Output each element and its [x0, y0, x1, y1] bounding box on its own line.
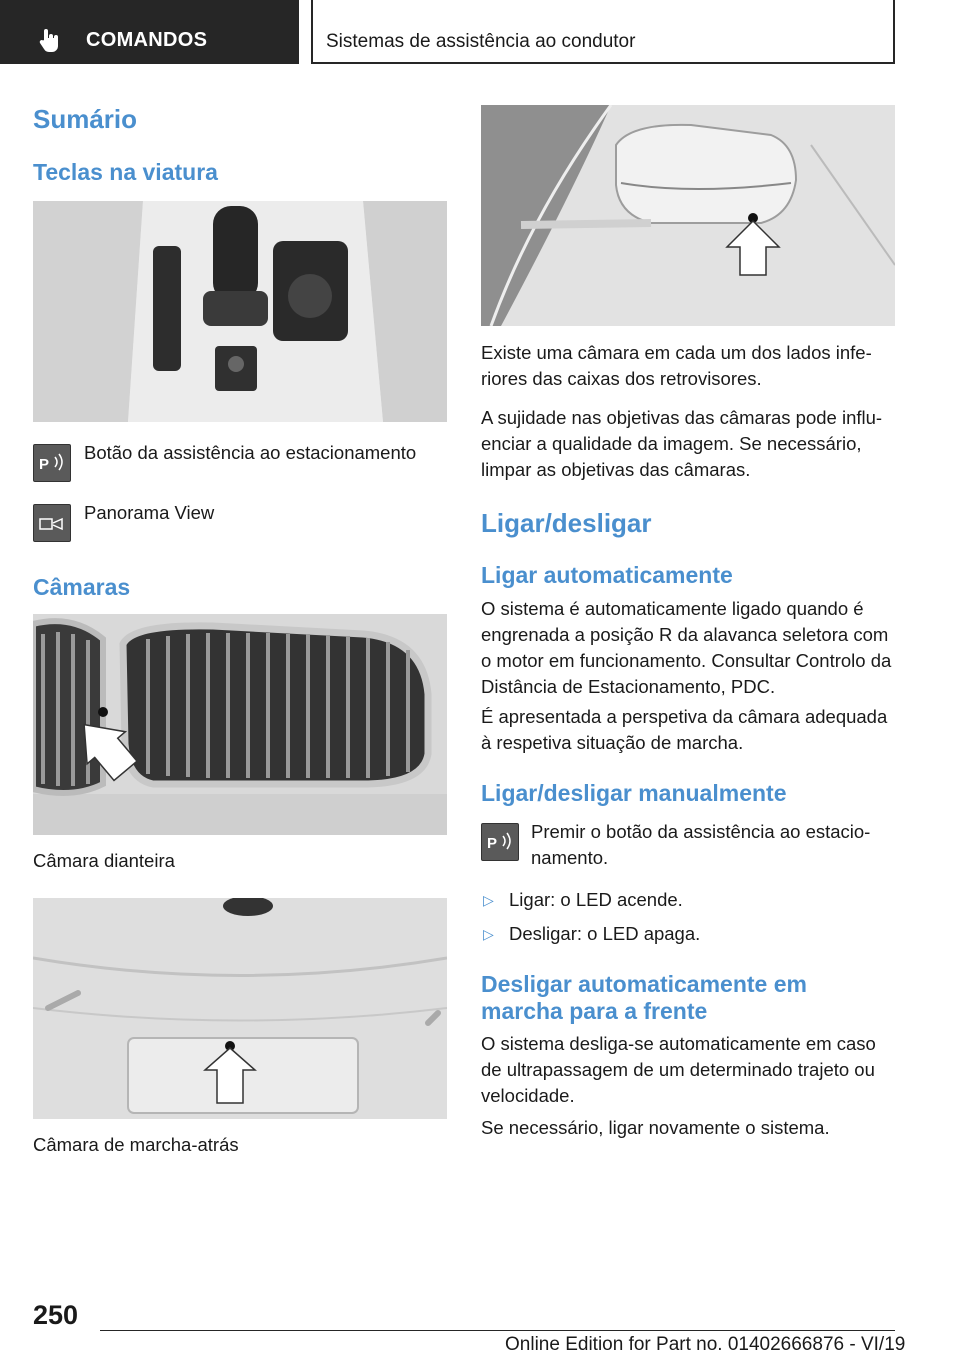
caption-rear-camera: Câmara de marcha-atrás — [33, 1134, 239, 1155]
bullet-triangle-icon: ▷ — [483, 926, 494, 942]
panorama-view-icon — [33, 504, 71, 542]
subheading-cameras: Câmaras — [33, 574, 131, 600]
subheading-auto-on: Ligar automaticamente — [481, 562, 733, 588]
para-perspective: É apresentada a perspetiva da câmara adequada à respetiva situação de marcha. — [481, 706, 888, 753]
park-assist-button-icon — [481, 823, 519, 861]
para-auto-on: O sistema é automaticamente ligado quando é engrenada a posição R da alavanca seletora com o motor em funcionamento. Consultar Controlo da Distância de Estacionamento, PDC. — [481, 598, 892, 697]
park-assist-icon — [33, 444, 71, 482]
subheading-manual: Ligar/desligar manualmente — [481, 780, 787, 806]
para-camera-location: Existe uma câmara em cada um dos lados infe-riores das caixas dos retrovisores. — [481, 342, 872, 389]
bullet-on: Ligar: o LED acende. — [509, 889, 683, 910]
para-dirty-lens: A sujidade nas objetivas das câmaras pode influ-enciar a qualidade da imagem. Se necessário, limpar as objetivas das câmaras. — [481, 407, 883, 480]
section-title: Sistemas de assistência ao condutor — [326, 31, 636, 52]
front-camera-photo — [33, 614, 447, 835]
heading-on-off: Ligar/desligar — [481, 508, 652, 538]
caption-front-camera: Câmara dianteira — [33, 850, 175, 871]
subheading-auto-off: Desligar automaticamente em marcha para a frente — [481, 971, 807, 1024]
bullet-off: Desligar: o LED apaga. — [509, 923, 701, 944]
footer-divider — [100, 1330, 895, 1331]
center-console-photo — [33, 201, 447, 422]
hand-pointer-icon — [36, 26, 64, 54]
icon2-label: Panorama View — [84, 502, 215, 523]
svg-text:P: P — [487, 835, 498, 852]
page-number: 250 — [33, 1300, 79, 1330]
chapter-title: COMANDOS — [86, 29, 208, 51]
footer-edition: Online Edition for Part no. 01402666876 - VI/19 — [505, 1334, 906, 1355]
para-auto-off: O sistema desliga-se automaticamente em caso de ultrapassagem de um determinado trajeto ou velocidade. — [481, 1033, 876, 1106]
manual-instruction: Premir o botão da assistência ao estacio-namento. — [531, 821, 871, 868]
subheading-keys: Teclas na viatura — [33, 159, 218, 185]
icon1-label: Botão da assistência ao estacionamento — [84, 442, 417, 463]
rear-camera-photo — [33, 898, 447, 1119]
heading-summary: Sumário — [33, 104, 138, 134]
mirror-camera-photo — [481, 105, 895, 326]
para-reactivate: Se necessário, ligar novamente o sistema. — [481, 1117, 830, 1138]
bullet-triangle-icon: ▷ — [483, 892, 494, 908]
svg-text:P: P — [39, 456, 50, 473]
